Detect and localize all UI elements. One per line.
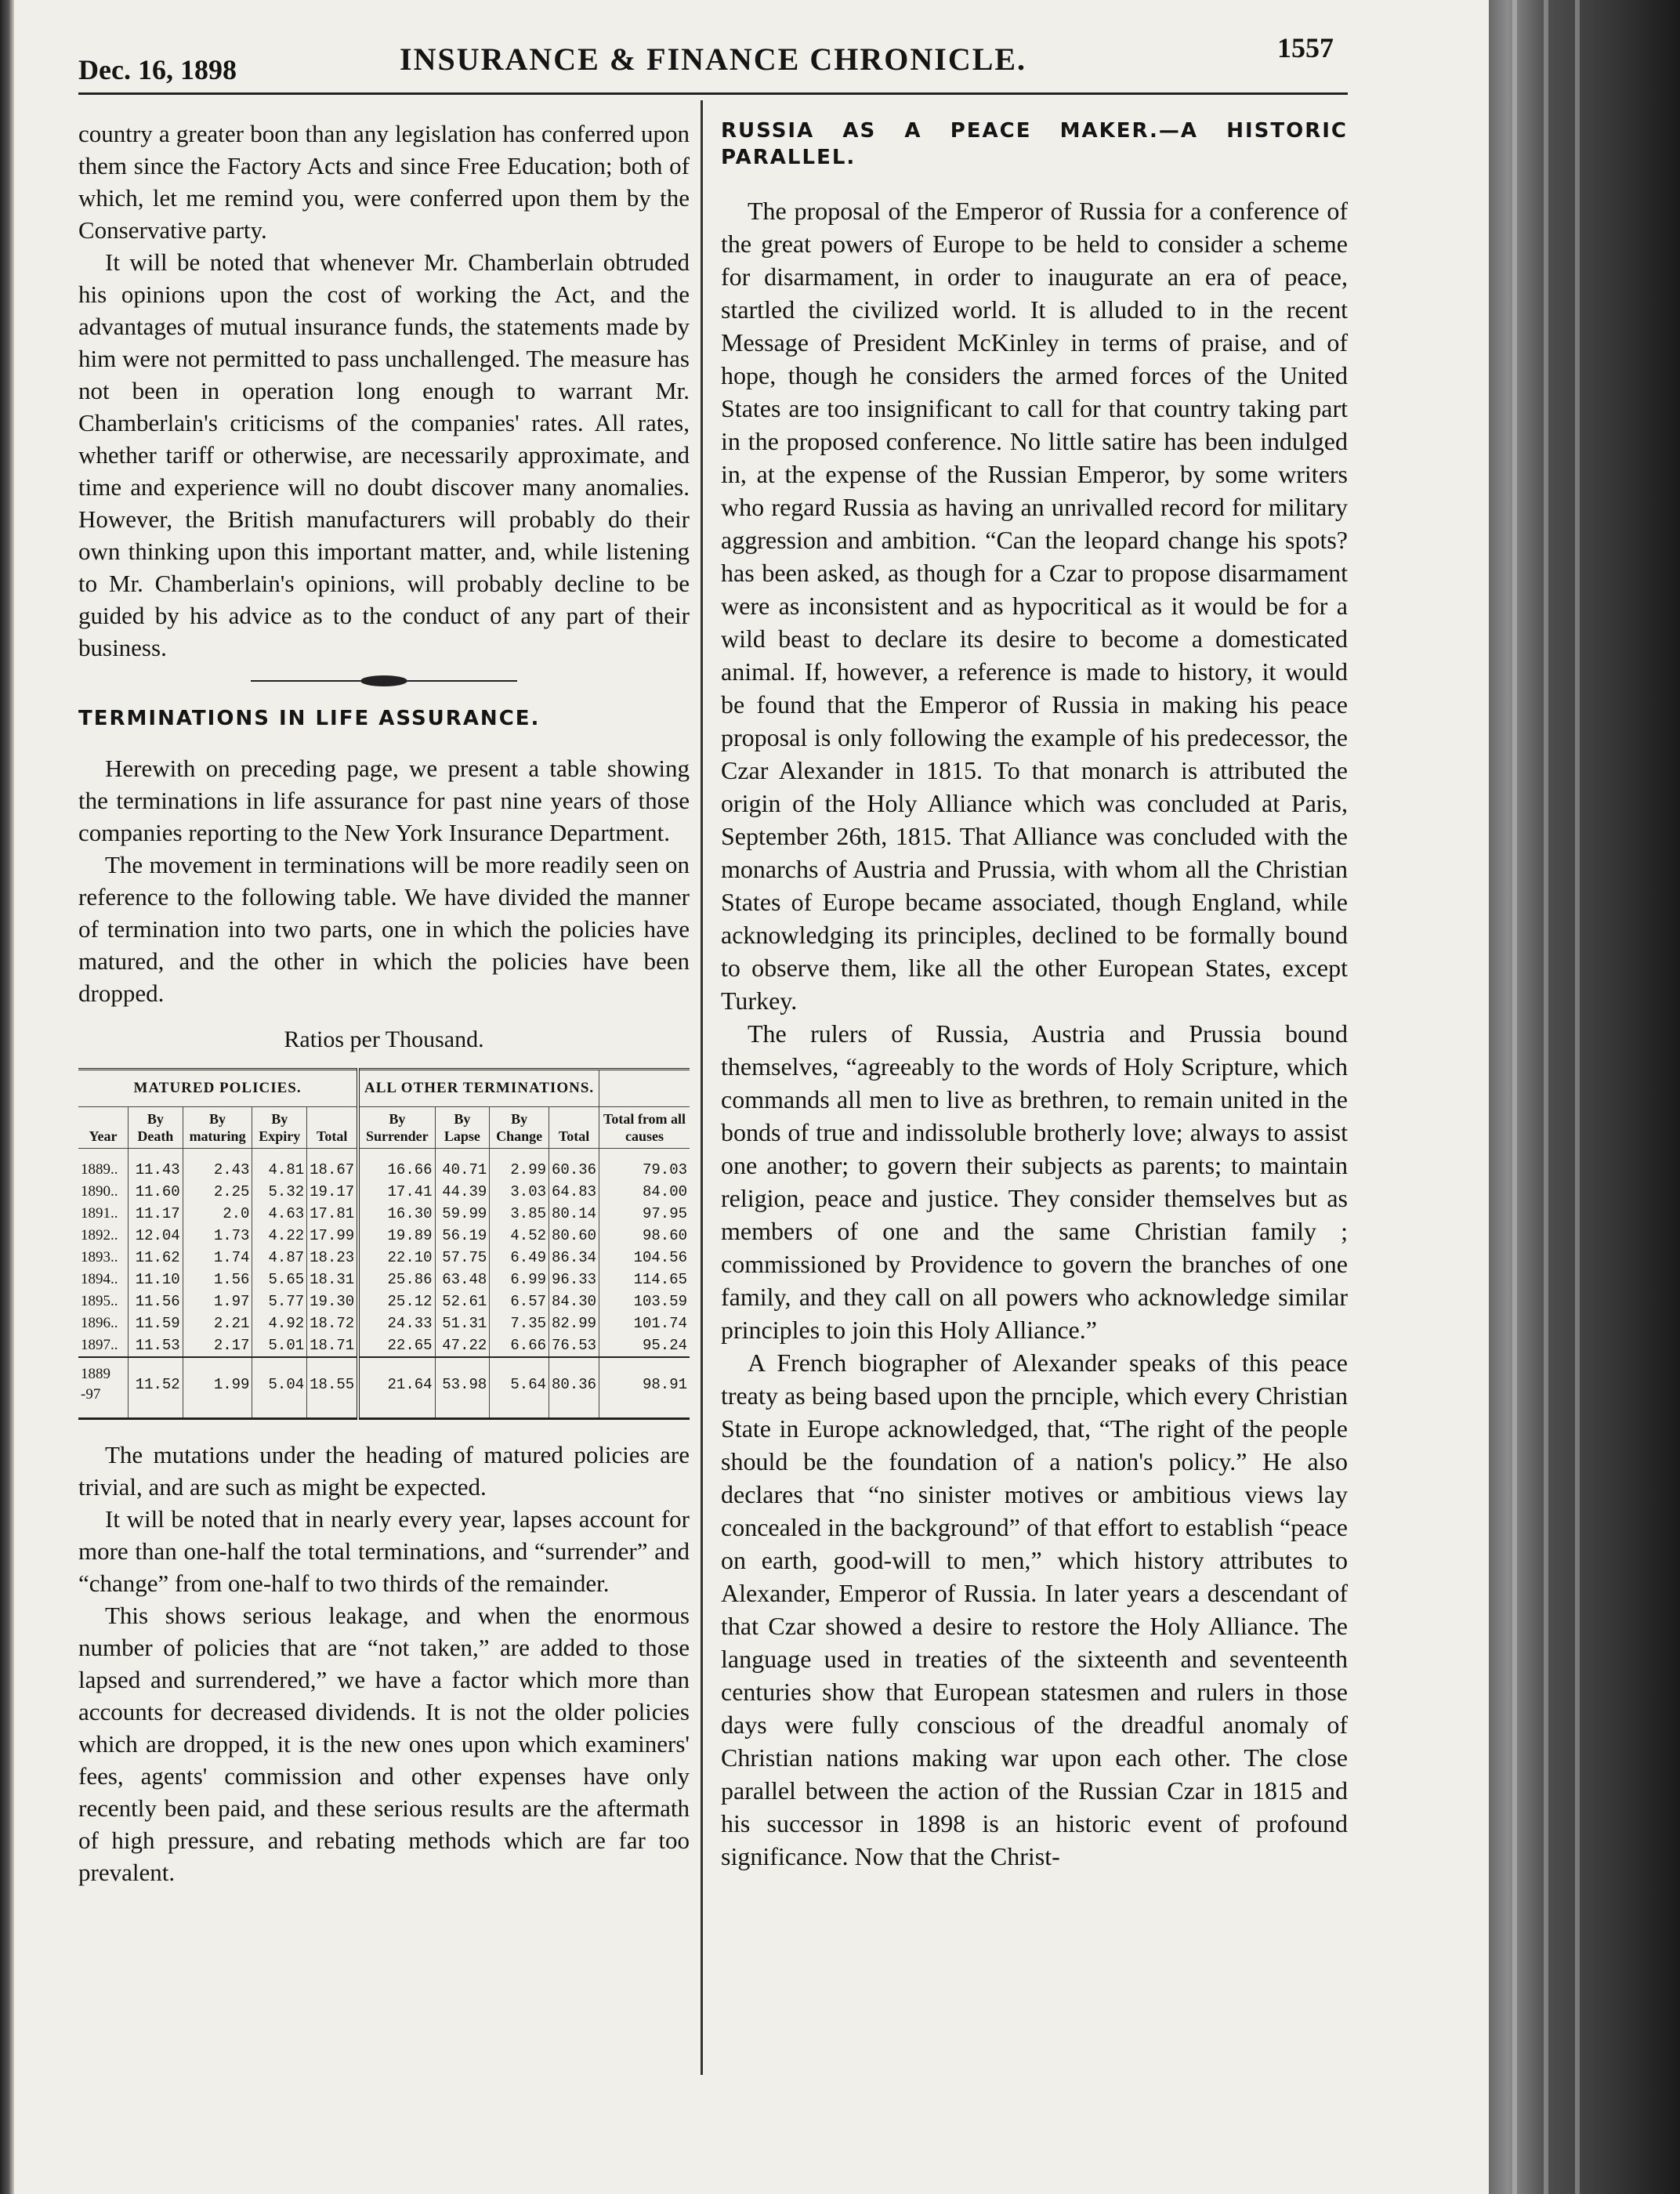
- header-date: Dec. 16, 1898: [78, 54, 237, 85]
- col-header: Total: [307, 1107, 359, 1149]
- group-header-blank: [599, 1070, 690, 1107]
- col-header: By Expiry: [252, 1107, 307, 1149]
- col-header: By Change: [490, 1107, 549, 1149]
- col-header: By maturing: [183, 1107, 252, 1149]
- table-caption: Ratios per Thousand.: [284, 1026, 484, 1052]
- page-edge-stripe: [1544, 0, 1548, 2194]
- table-row: 1891.. 11.17 2.0 4.63 17.81 16.30 59.99 3.85 80.14 97.95: [78, 1203, 690, 1225]
- page-edge-stripe: [1575, 0, 1580, 2194]
- page-binding-shadow: [0, 0, 14, 2194]
- table-summary-row: 1889 -97 11.52 1.99 5.04 18.55 21.64 53.98 5.64 80.36 98.91: [78, 1357, 690, 1419]
- header-title: INSURANCE & FINANCE CHRONICLE.: [400, 42, 1027, 77]
- movement-paragraph: The movement in terminations will be more readily seen on reference to the following table. We have divided the manner of termination into two parts, one in which the policies have matured, and the other in which the policies have been dropped.: [78, 851, 690, 1007]
- french-biographer-paragraph: A French biographer of Alexander speaks of this peace treaty as being based upon the prnciple, which every Christian State in Europe acknowledged, that, “The right of the people should be the foundation of a nation's policy.” He also declares that “no sinister motives or ambitious views lay concealed in the background” of that effort to establish “peace on earth, good-will to men,” which history attributes to Alexander, Emperor of Russia. In later years a descendant of that Czar showed a desire to restore the Holy Alliance. The language used in treaties of the sixteenth and seventeenth centuries show that European statesmen and rulers in those days were fully conscious of the dreadful anomaly of Christian nations making war upon each other. The close parallel between the action of the Russian Czar in 1815 and his successor in 1898 is an historic event of profound significance. Now that the Christ-: [721, 1349, 1348, 1870]
- page-header: [78, 31, 1348, 85]
- page-edge-shadow: [1489, 0, 1680, 2194]
- terminations-ratio-table: [78, 1068, 690, 1420]
- col-header: By Surrender: [358, 1107, 435, 1149]
- table-row: 1895.. 11.56 1.97 5.77 19.30 25.12 52.61 6.57 84.30 103.59: [78, 1291, 690, 1312]
- col-header: Total: [549, 1107, 599, 1149]
- group-header-matured: MATURED POLICIES.: [78, 1070, 358, 1107]
- section-divider-ornament: [243, 673, 525, 689]
- leakage-paragraph: This shows serious leakage, and when the enormous number of policies that are “not taken,” are added to those lapsed and surrendered,” we have a factor which more than accounts for decreased dividends. It is not the older policies which are dropped, it is the new ones upon which examiners' fees, agents' commission and other expenses have only recently been paid, and these serious results are the aftermath of high pressure, and rebating methods which are far too prevalent.: [78, 1602, 690, 1886]
- table-intro-paragraph: Herewith on preceding page, we present a table showing the terminations in life assurance for past nine years of those companies reporting to the New York Insurance Department.: [78, 755, 690, 846]
- column-rule: [701, 100, 703, 2075]
- col-header: Year: [78, 1107, 128, 1149]
- rulers-paragraph: The rulers of Russia, Austria and Prussia bound themselves, “agreeably to the words of Holy Scripture, which commands all men to live as brethren, to remain united in the bonds of true and indissoluble brotherly love; always to assist one another; to govern their subjects as parents; to maintain religion, peace and justice. They consider themselves but as members of one and the same Christian family ; commissioned by Providence to govern the branches of one family, and they call on all powers who acknowledge similar principles to join this Holy Alliance.”: [721, 1019, 1348, 1344]
- table-row: 1897.. 11.53 2.17 5.01 18.71 22.65 47.22 6.66 76.53 95.24: [78, 1334, 690, 1357]
- table-row: 1889.. 11.43 2.43 4.81 18.67 16.66 40.71 2.99 60.36 79.03: [78, 1149, 690, 1182]
- col-header: By Death: [128, 1107, 183, 1149]
- table-row: 1893.. 11.62 1.74 4.87 18.23 22.10 57.75 6.49 86.34 104.56: [78, 1247, 690, 1269]
- header-rule: [78, 92, 1348, 95]
- col-header: By Lapse: [435, 1107, 490, 1149]
- intro-paragraph: country a greater boon than any legislation has conferred upon them since the Factory Acts and since Free Education; both of which, let me remind you, were conferred upon them by the Conservative party.: [78, 120, 690, 244]
- table-row: 1892.. 12.04 1.73 4.22 17.99 19.89 56.19 4.52 80.60 98.60: [78, 1225, 690, 1247]
- table-row: 1896.. 11.59 2.21 4.92 18.72 24.33 51.31 7.35 82.99 101.74: [78, 1312, 690, 1334]
- right-column: [721, 118, 1348, 1873]
- lapses-paragraph: It will be noted that in nearly every year, lapses account for more than one-half the total terminations, and “surrender” and “change” from one-half to two thirds of the remainder.: [78, 1505, 690, 1597]
- chamberlain-paragraph: It will be noted that whenever Mr. Chamberlain obtruded his opinions upon the cost of working the Act, and the advantages of mutual insurance funds, the statements made by him were not permitted to pass unchallenged. The measure has not been in operation long enough to warrant Mr. Chamberlain's criticisms of the companies' rates. All rates, whether tariff or otherwise, are necessarily approximate, and time and experience will no doubt discover many anomalies. However, the British manufacturers will probably do their own thinking upon this important matter, and, while listening to Mr. Chamberlain's opinions, will probably decline to be guided by his advice as to the conduct of any part of their business.: [78, 248, 690, 661]
- table-row: 1890.. 11.60 2.25 5.32 19.17 17.41 44.39 3.03 64.83 84.00: [78, 1181, 690, 1203]
- mutations-paragraph: The mutations under the heading of matured policies are trivial, and are such as might be expected.: [78, 1441, 690, 1501]
- terminations-section-title: TERMINATIONS IN LIFE ASSURANCE.: [78, 707, 541, 730]
- header-page-number: 1557: [1277, 32, 1334, 63]
- col-header: Total from all causes: [599, 1107, 690, 1149]
- table-row: 1894.. 11.10 1.56 5.65 18.31 25.86 63.48 6.99 96.33 114.65: [78, 1269, 690, 1291]
- left-column: [78, 118, 690, 1888]
- russia-section-title: RUSSIA AS A PEACE MAKER.—A HISTORIC PARALLEL.: [721, 119, 1348, 169]
- page-edge-stripe: [1512, 0, 1517, 2194]
- proposal-paragraph: The proposal of the Emperor of Russia for a conference of the great powers of Europe to be held to consider a scheme for disarmament, in order to inaugurate an era of peace, startled the civilized world. It is alluded to in the recent Message of President McKinley in terms of praise, and of hope, though he considers the armed forces of the United States are too insignificant to call for that country taking part in the proposed conference. No little satire has been indulged in, at the expense of the Russian Emperor, by some writers who regard Russia as having an unrivalled record for military aggression and ambition. “Can the leopard change his spots? has been asked, as though for a Czar to propose disarmament were as inconsistent and as hypocritical as it would be for a wild beast to declare its desire to become a domesticated animal. If, however, a reference is made to history, it would be found that the Emperor of Russia in making his peace proposal is only following the example of his predecessor, the Czar Alexander in 1815. To that monarch is attributed the origin of the Holy Alliance which was concluded at Paris, September 26th, 1815. That Alliance was concluded with the monarchs of Austria and Prussia, with whom all the Christian States of Europe became associated, though England, while acknowledging its principles, declined to be formally bound to observe them, like all the other European States, except Turkey.: [721, 197, 1348, 1015]
- group-header-other: ALL OTHER TERMINATIONS.: [358, 1070, 599, 1107]
